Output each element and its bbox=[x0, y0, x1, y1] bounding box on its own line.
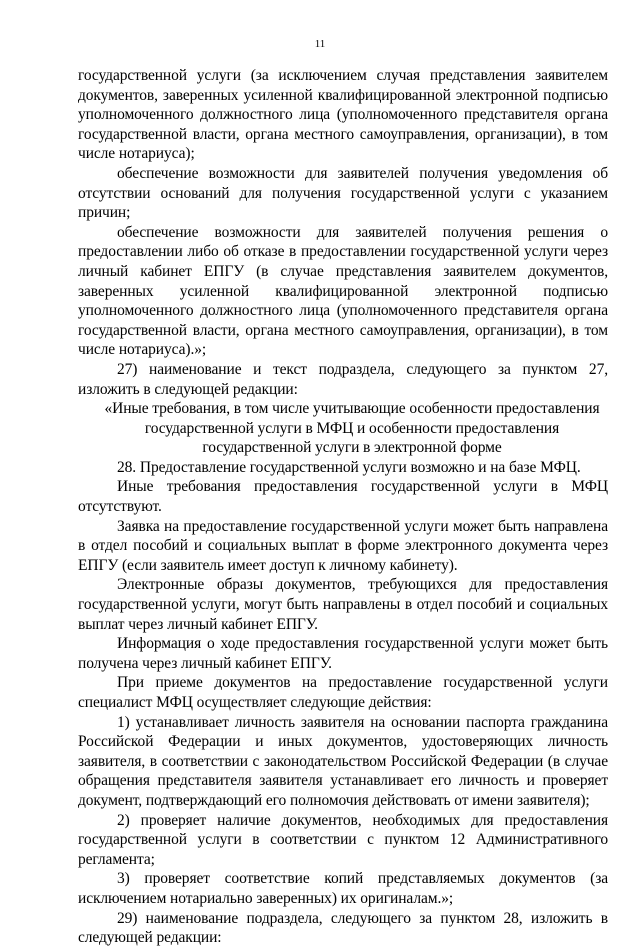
list-item: 2) проверяет наличие документов, необходимых для предоставления государственной услуги в соответствии с пунктом 12 Административного регламента; bbox=[78, 811, 608, 868]
document-body bbox=[78, 66, 608, 948]
page-number: 11 bbox=[314, 38, 326, 50]
paragraph: Заявка на предоставление государственной услуги может быть направлена в отдел пособий и социальных выплат в форме электронного документа через ЕПГУ (если заявитель имеет доступ к личному кабинету). bbox=[78, 517, 608, 574]
paragraph: государственной услуги (за исключением случая представления заявителем документов, заверенных усиленной квалифицированной электронной подписью уполномоченного должностного лица (уполномоченного представителя органа государственной власти, органа местного самоуправления, организации), в том числе нотариуса); bbox=[78, 67, 608, 163]
paragraph: При приеме документов на предоставление государственной услуги специалист МФЦ осуществляет следующие действия: bbox=[78, 674, 608, 711]
paragraph: обеспечение возможности для заявителей получения уведомления об отсутствии оснований для получения государственной услуги с указанием причин; bbox=[78, 164, 608, 222]
list-item: 1) устанавливает личность заявителя на основании паспорта гражданина Российской Федерации и иных документов, удостоверяющих личность заявителя, в соответствии с законодательством Российской Федерации (в случае обращения представителя заявителя устанавливает его личность и проверяет документ, подтверждающий его полномочия действовать от имени заявителя); bbox=[78, 713, 608, 809]
section-heading: «Иные требования, в том числе учитывающие особенности предоставления государственной услуги в МФЦ и особенности предоставления государственной услуги в электронной форме bbox=[104, 400, 600, 457]
list-item: 3) проверяет соответствие копий представляемых документов (за исключением нотариально заверенных) их оригиналам.»; bbox=[78, 870, 608, 907]
paragraph: Иные требования предоставления государственной услуги в МФЦ отсутствуют. bbox=[78, 478, 608, 516]
paragraph: Информация о ходе предоставления государственной услуги может быть получена через личный кабинет ЕПГУ. bbox=[78, 635, 608, 672]
paragraph: 27) наименование и текст подраздела, следующего за пунктом 27, изложить в следующей редакции: bbox=[78, 360, 608, 398]
paragraph: Электронные образы документов, требующихся для предоставления государственной услуги, могут быть направлены в отдел пособий и социальных выплат через личный кабинет ЕПГУ. bbox=[78, 576, 608, 633]
paragraph: 29) наименование подраздела, следующего за пунктом 28, изложить в следующей редакции: bbox=[78, 909, 608, 947]
paragraph: обеспечение возможности для заявителей получения решения о предоставлении либо об отказе в предоставлении государственной услуги через личный кабинет ЕПГУ (в случае представления заявителем документов, заверенных усиленной квалифицированной электронной подписью уполномоченного должностного лица (уполномоченного представителя органа государственной власти, органа местного самоуправления, организации), в том числе нотариуса).»; bbox=[78, 223, 608, 359]
paragraph: 28. Предоставление государственной услуги возможно и на базе МФЦ. bbox=[117, 458, 581, 476]
